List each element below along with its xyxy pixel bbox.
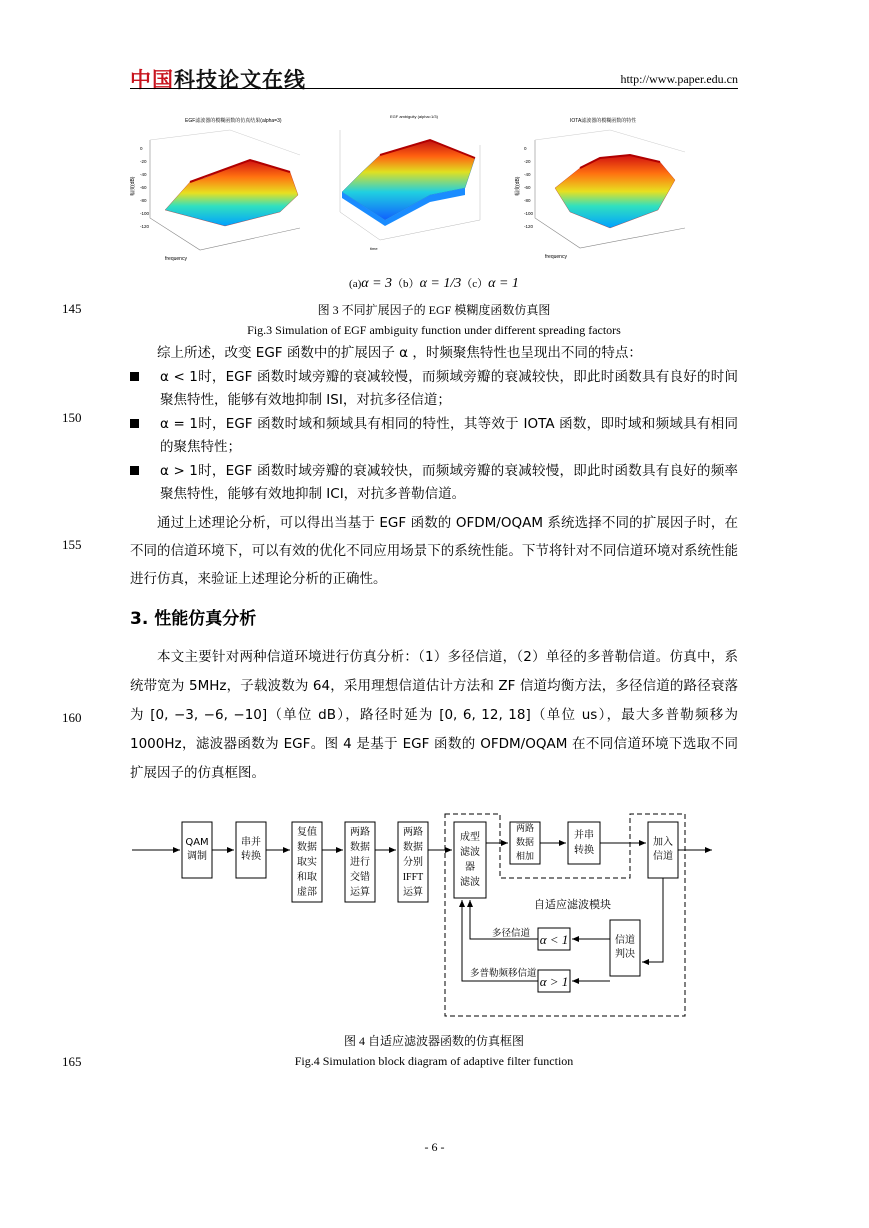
decide-text-0: 信道 [615,935,635,946]
plot-a-ztick-0: 0 [140,146,143,151]
line-number-150: 150 [62,410,82,425]
add-text-1: 数据 [515,838,535,848]
line-number-160: 160 [62,710,82,725]
plot-b-xlabel: time [370,246,378,251]
stagger-text-2: 进行 [350,857,370,868]
section-title: 3. 性能仿真分析 [130,609,257,629]
parallel-serial-block [568,822,600,864]
logo-part2: 科技论文在线 [174,68,306,92]
plot-c-title: IOTA滤波器的模糊函数的特性 [570,118,637,124]
bullet-square-icon [130,419,139,428]
add-text-2: 相加 [515,852,535,862]
figure-3-caption-cn: 图 3 不同扩展因子的 EGF 模糊度函数仿真图 [317,303,551,317]
figure-4 [130,808,738,1023]
plot-a-ylabel: 幅度(dB) [130,176,136,196]
qam-text-0: QAM [185,837,209,848]
stagger-text-4: 运算 [350,887,370,898]
bullet-square-icon [130,466,139,475]
bullet-item-1 [130,366,738,413]
figure-3-caption-en: Fig.3 Simulation of EGF ambiguity function under different spreading factors [247,323,621,337]
subcaption-b-label: （b） [392,278,420,290]
channel-text-0: 加入 [653,837,673,848]
simulation-paragraph: 本文主要针对两种信道环境进行仿真分析：（1）多径信道，（2）单径的多普勒信道。仿真中，系统带宽为 5MHz，子载波数为 64，采用理想信道估计方法和 ZF 信道均衡方法，多径信道的路径衰落为 [0, −3, −6, −10]（单位 dB），路径时延为 [0, 6, 12, 18]（单位 us），最大多普勒频移为 1000Hz，滤波器函数为 EGF。图 4 是基于 EGF 函数的 OFDM/OQAM 在不同信道环境下选取不同扩展因子的仿真框图。 [130,649,738,781]
journal-logo [130,64,306,94]
plot-c [514,117,685,260]
bullet-item-2 [130,413,738,460]
plot-a-ztick-4: -80 [140,198,147,203]
plot-b [340,114,480,251]
doppler-label: 多普勒频移信道 [470,968,537,979]
complex-text-3: 和取 [297,872,317,883]
intro-paragraph: 综上所述，改变 EGF 函数中的扩展因子 α ，时频聚焦特性也呈现出不同的特点： [157,345,642,361]
ifft-text-0: 两路 [403,827,423,838]
channel-text-1: 信道 [653,851,673,862]
qam-block [182,822,212,878]
ps-text-1: 转换 [574,845,594,856]
sp-text-0: 串并 [241,837,261,848]
bullet-1-text: α < 1时，EGF 函数时域旁瓣的衰减较慢，而频域旁瓣的衰减较快，即此时函数具有良好的时间聚焦特性，能够有效地抑制 ISI，对抗多径信道； [160,368,738,408]
serial-parallel-block [236,822,266,878]
plot-c-ztick-4: -80 [524,198,531,203]
plot-a-ztick-2: -40 [140,172,147,177]
channel-block [648,822,678,878]
plot-a-title: EGF滤波器的模糊函数的仿真结果(alpha=3) [185,118,282,124]
complex-text-2: 取实 [297,857,317,868]
alpha-gt-text: α > 1 [539,974,569,989]
complex-text-1: 数据 [297,842,317,853]
decide-text-1: 判决 [615,949,635,960]
plot-c-ztick-1: -20 [524,159,531,164]
plot-c-ztick-0: 0 [524,146,527,151]
module-label: 自适应滤波模块 [534,898,611,911]
plot-a [130,117,300,262]
bullet-item-3 [130,460,738,507]
subcaption-a-label: (a) [349,278,362,290]
plot-b-title: EGF ambiguity (alpha=1/3) [390,114,438,119]
ifft-text-1: 数据 [403,842,423,853]
channel-decision-block [610,920,640,976]
shaping-text-0: 成型 [460,832,480,843]
bullet-2-text: α = 1时，EGF 函数时域和频域具有相同的特性，其等效于 IOTA 函数，即时域和频域具有相同的聚焦特性； [160,415,738,455]
complex-text-4: 虚部 [297,887,317,898]
figure-3-plots [130,100,738,265]
stagger-text-1: 数据 [350,842,370,853]
plot-c-ztick-5: -100 [524,211,534,216]
logo-part1: 中国 [130,68,174,92]
subcaption-a-expr: α = 3 [361,276,393,291]
bullet-3-text: α > 1时，EGF 函数时域旁瓣的衰减较快，而频域旁瓣的衰减较慢，即此时函数具有良好的频率聚焦特性，能够有效地抑制 ICI，对抗多普勒信道。 [160,462,738,502]
body-section-2 [130,643,738,788]
figure-4-caption-en: Fig.4 Simulation block diagram of adaptive filter function [294,1054,574,1068]
ifft-text-3: IFFT [402,872,424,883]
stagger-text-3: 交错 [350,872,370,883]
page-number: - 6 - [424,1140,445,1154]
plot-c-ylabel: 幅度(dB) [515,176,521,196]
shaping-text-2: 器 [465,862,475,873]
ifft-text-2: 分别 [403,857,423,868]
shaping-text-1: 滤波 [460,847,480,858]
plot-a-ztick-5: -100 [140,211,150,216]
plot-c-xlabel: frequency [545,254,567,260]
line-number-165: 165 [62,1054,82,1069]
line-number-155: 155 [62,537,82,552]
subcaption-c-label: （c） [461,278,489,290]
subcaption-b-expr: α = 1/3 [419,276,462,291]
sp-text-1: 转换 [241,851,261,862]
line-number-145: 145 [62,301,82,316]
plot-c-ztick-2: -40 [524,172,531,177]
plot-a-xlabel: frequency [165,256,187,262]
qam-text-1: 调制 [187,851,207,862]
bullet-square-icon [130,372,139,381]
plot-a-ztick-3: -60 [140,185,147,190]
plot-c-ztick-3: -60 [524,185,531,190]
multipath-label: 多径信道 [492,928,531,939]
figure-4-diagram [130,808,738,1023]
complex-text-0: 复值 [297,827,317,838]
header-rule [130,88,738,89]
alpha-lt-text: α < 1 [539,932,569,947]
plot-c-ztick-6: -120 [524,224,534,229]
add-text-0: 两路 [515,824,535,834]
figure-3-subcaption [130,275,738,292]
figure-3 [130,100,738,265]
ifft-text-4: 运算 [403,887,423,898]
plot-a-ztick-1: -20 [140,159,147,164]
ps-text-0: 并串 [574,830,594,841]
body-section-1 [130,342,738,593]
stagger-text-0: 两路 [350,827,370,838]
subcaption-c-expr: α = 1 [488,276,519,291]
plot-a-ztick-6: -120 [140,224,150,229]
header-url: http://www.paper.edu.cn [620,72,738,86]
shaping-text-3: 滤波 [460,877,480,888]
figure-4-caption-cn: 图 4 自适应滤波器函数的仿真框图 [343,1034,524,1048]
analysis-paragraph: 通过上述理论分析，可以得出当基于 EGF 函数的 OFDM/OQAM 系统选择不同的扩展因子时，在不同的信道环境下，可以有效的优化不同应用场景下的系统性能。下节将针对不同信道环境对系统性能进行仿真，来验证上述理论分析的正确性。 [130,514,738,587]
